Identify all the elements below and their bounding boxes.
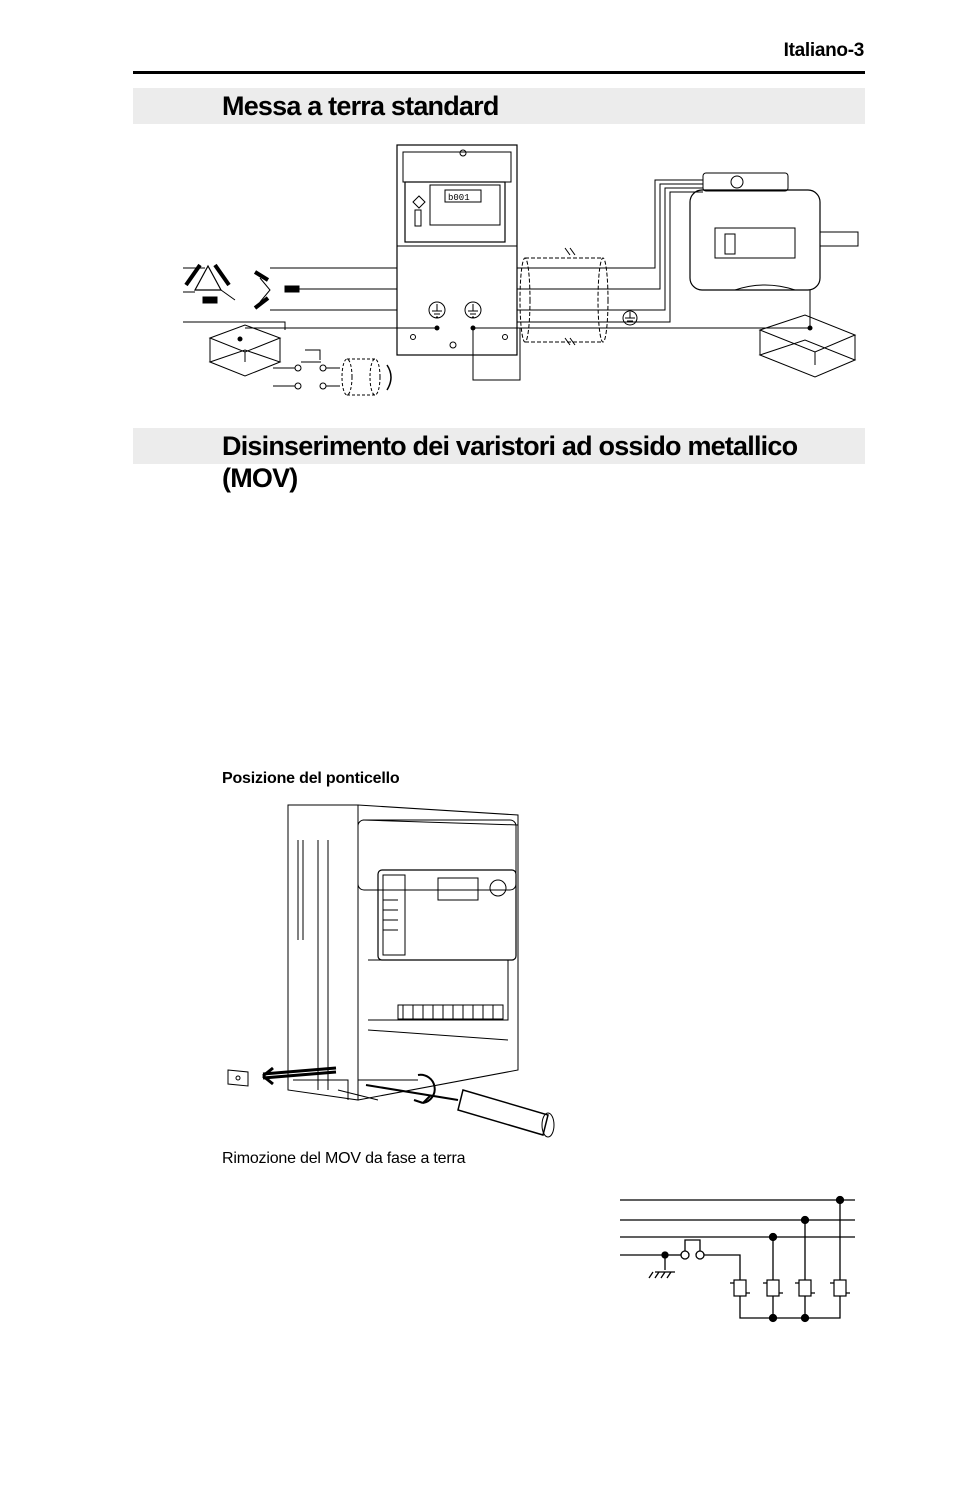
motor-cable — [473, 180, 810, 345]
motor — [690, 173, 858, 290]
jumper-figure-heading: Posizione del ponticello — [222, 770, 400, 787]
drive-display-readout: b001 — [448, 193, 470, 203]
y-transformer-symbol — [255, 272, 299, 308]
page-number: Italiano-3 — [783, 40, 864, 61]
section-title-grounding: Messa a terra standard — [222, 91, 499, 121]
section-header-mov — [133, 428, 865, 493]
drive-body — [397, 145, 520, 380]
mov-schematic-diagram — [615, 1185, 860, 1330]
jumper-removal-arrow — [228, 1068, 336, 1086]
drive-housing — [288, 805, 518, 1100]
screwdriver-icon — [366, 1075, 554, 1137]
jumper-location-illustration — [218, 800, 560, 1142]
section-title-mov: Disinserimento dei varistori ad ossido metallico (MOV) — [222, 431, 798, 493]
standard-grounding-diagram — [175, 140, 865, 400]
ground-bus-beam-left — [210, 325, 280, 376]
section-header-grounding — [133, 88, 865, 124]
control-contacts — [273, 350, 391, 395]
supply-transformer-symbol — [186, 265, 235, 303]
ground-bus-beam-right — [760, 315, 855, 377]
mov-component — [730, 1280, 850, 1296]
header-rule — [133, 71, 865, 74]
mov-removal-caption: Rimozione del MOV da fase a terra — [222, 1150, 466, 1167]
